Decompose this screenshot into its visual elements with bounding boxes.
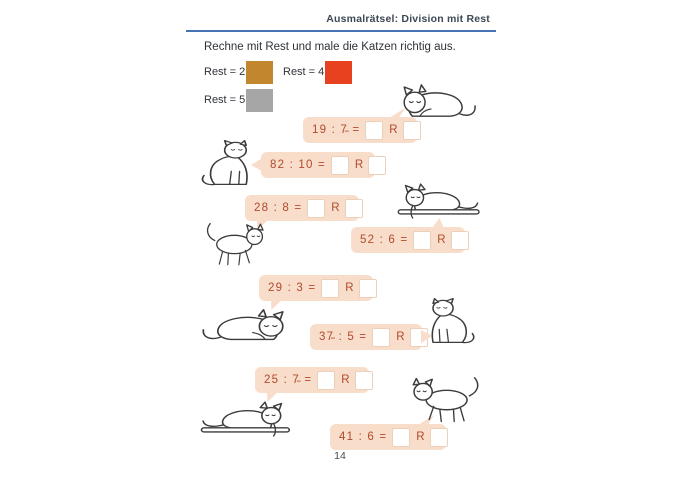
problem-bubble-8 [330, 424, 446, 450]
problem-bubble-6 [310, 324, 422, 350]
division-expression: 25 : 7̵ = [264, 374, 313, 386]
remainder-label: R [354, 159, 364, 171]
page-title: Ausmalrätsel: Division mit Rest [326, 13, 490, 25]
remainder-box[interactable] [359, 279, 377, 298]
problem-bubble-5 [259, 275, 373, 301]
remainder-label: R [396, 331, 405, 343]
quotient-box[interactable] [317, 371, 335, 390]
problem-bubble-3 [245, 195, 359, 221]
legend-swatch-ochre [246, 61, 273, 84]
quotient-box[interactable] [365, 121, 383, 140]
division-expression: 19 : 7̵ = [312, 124, 361, 136]
remainder-label: R [389, 124, 398, 136]
quotient-box[interactable] [392, 428, 410, 447]
division-expression: 28 : 8 = [254, 202, 303, 214]
quotient-box[interactable] [321, 279, 339, 298]
legend-label-rest-4: Rest = 4 [283, 66, 325, 78]
problem-bubble-2 [261, 152, 375, 178]
division-expression: 37̵ : 5 = [319, 331, 368, 343]
remainder-box[interactable] [403, 121, 421, 140]
remainder-label: R [437, 234, 446, 246]
problem-bubble-7 [255, 367, 369, 393]
page-number: 14 [334, 450, 346, 462]
remainder-box[interactable] [355, 371, 373, 390]
legend-label-rest-5: Rest = 5 [204, 94, 246, 106]
cat-walking-illustration [411, 373, 483, 425]
division-expression: 29 : 3 = [268, 282, 317, 294]
instruction-text: Rechne mit Rest und male die Katzen richtig aus. [204, 41, 456, 53]
quotient-box[interactable] [413, 231, 431, 250]
remainder-label: R [331, 202, 340, 214]
division-expression: 52 : 6 = [360, 234, 409, 246]
cat-on-shelf-illustration [196, 394, 294, 438]
division-expression: 41 : 6 = [339, 431, 388, 443]
legend-label-rest-2: Rest = 2 [204, 66, 246, 78]
legend-swatch-red [325, 61, 352, 84]
remainder-label: R [345, 282, 354, 294]
remainder-box[interactable] [345, 199, 363, 218]
legend-swatch-gray [246, 89, 273, 112]
cat-walking-illustration [203, 219, 265, 268]
quotient-box[interactable] [372, 328, 390, 347]
division-expression: 82 : 10 = [270, 159, 326, 171]
cat-on-shelf-illustration [394, 176, 484, 220]
remainder-label: R [341, 374, 350, 386]
quotient-box[interactable] [307, 199, 325, 218]
header-divider [186, 30, 496, 32]
remainder-label: R [416, 431, 425, 443]
cat-lying-illustration [200, 307, 292, 345]
cat-sitting-illustration [199, 140, 257, 188]
remainder-box[interactable] [451, 231, 469, 250]
problem-bubble-4 [351, 227, 465, 253]
quotient-box[interactable] [331, 156, 349, 175]
cat-lying-illustration [396, 82, 478, 122]
cat-sitting-illustration [423, 298, 477, 346]
remainder-box[interactable] [368, 156, 386, 175]
remainder-box[interactable] [430, 428, 448, 447]
